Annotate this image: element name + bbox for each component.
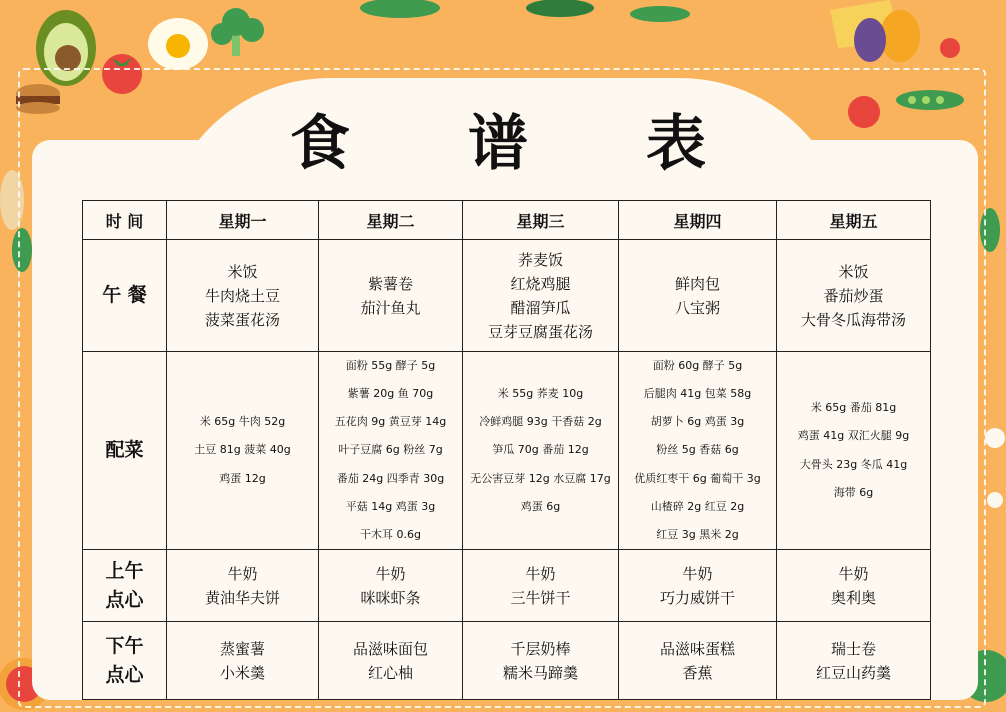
morning-snack-row [83, 550, 931, 622]
header-day: 星期四 [619, 201, 777, 240]
cell-line: 面粉 55g 酵子 5g [345, 359, 436, 373]
cell-line: 荞麦饭 [517, 250, 563, 269]
cell-line: 粉丝 5g 香菇 6g [656, 443, 739, 457]
menu-cell [463, 622, 619, 700]
title-char: 谱 [468, 109, 538, 179]
menu-cell [619, 550, 777, 622]
cookie-icon [985, 428, 1005, 508]
cell-line: 三牛饼干 [510, 588, 571, 607]
cell-line: 胡萝卜 6g 鸡蛋 3g [650, 415, 745, 429]
ingredient-cell [319, 352, 463, 550]
cell-line: 菠菜蛋花汤 [204, 310, 280, 329]
menu-cell [777, 550, 931, 622]
cell-line: 瑞士卷 [830, 639, 876, 658]
cell-line: 蒸蜜薯 [219, 639, 265, 658]
header-day: 星期一 [167, 201, 319, 240]
menu-cell [167, 240, 319, 352]
ingredient-cell [777, 352, 931, 550]
cell-line: 面粉 60g 酵子 5g [652, 359, 743, 373]
cell-line: 红心柚 [367, 663, 413, 682]
cell-line: 八宝粥 [674, 298, 720, 317]
cell-line: 小米羹 [219, 663, 265, 682]
title-char: 食 [290, 109, 360, 179]
menu-cell [777, 622, 931, 700]
menu-table [82, 200, 931, 700]
cell-line: 平菇 14g 鸡蛋 3g [345, 499, 436, 513]
cell-line: 千层奶棒 [510, 639, 571, 658]
cell-line: 笋瓜 70g 番茄 12g [492, 443, 589, 457]
cell-line: 山楂碎 2g 红豆 2g [650, 499, 745, 513]
cell-line: 红豆山药羹 [815, 663, 891, 682]
cell-line: 红烧鸡腿 [510, 274, 571, 293]
row-label: 午 餐 [83, 240, 167, 352]
cell-line: 牛奶 [838, 564, 869, 583]
row-label: 上午 点心 [83, 550, 167, 622]
cell-line: 无公害豆芽 12g 水豆腐 17g [470, 471, 611, 485]
cell-line: 巧力威饼干 [659, 588, 735, 607]
cell-line: 奥利奥 [830, 588, 876, 607]
leaf-icon [360, 0, 690, 22]
title-char: 表 [646, 109, 716, 179]
cell-line: 米饭 [838, 262, 869, 281]
menu-cell [319, 622, 463, 700]
cell-line: 牛奶 [525, 564, 556, 583]
cell-line: 紫薯卷 [367, 274, 413, 293]
cell-line: 紫薯 20g 鱼 70g [347, 387, 434, 401]
ingredient-cell [463, 352, 619, 550]
cell-line: 品滋味面包 [352, 639, 428, 658]
cell-line: 茄汁鱼丸 [360, 298, 421, 317]
cell-line: 优质红枣干 6g 葡萄干 3g [634, 471, 761, 485]
menu-cell [777, 240, 931, 352]
menu-cell [167, 622, 319, 700]
cell-line: 米 65g 牛肉 52g [199, 415, 286, 429]
broccoli-icon [211, 8, 264, 56]
cell-line: 鸡蛋 12g [219, 471, 266, 485]
egg-icon [148, 18, 208, 70]
cell-line: 五花肉 9g 黄豆芽 14g [334, 415, 447, 429]
header-day: 星期三 [463, 201, 619, 240]
row-label: 配菜 [83, 352, 167, 550]
cell-line: 土豆 81g 菠菜 40g [194, 443, 291, 457]
menu-cell [167, 550, 319, 622]
cell-line: 后腿肉 41g 包菜 58g [643, 387, 752, 401]
cell-line: 豆芽豆腐蛋花汤 [487, 322, 593, 341]
cell-line: 醋溜笋瓜 [510, 298, 571, 317]
header-corner: 时 间 [83, 201, 167, 240]
cell-line: 咪咪虾条 [360, 588, 421, 607]
ingredients-row [83, 352, 931, 550]
cell-line: 鸡蛋 41g 双汇火腿 9g [797, 429, 910, 443]
menu-cell [463, 550, 619, 622]
menu-cell [463, 240, 619, 352]
cell-line: 牛肉烧土豆 [204, 286, 280, 305]
header-day: 星期五 [777, 201, 931, 240]
cell-line: 牛奶 [682, 564, 713, 583]
menu-cell [619, 240, 777, 352]
cell-line: 鸡蛋 6g [520, 499, 561, 513]
cell-line: 叶子豆腐 6g 粉丝 7g [338, 443, 443, 457]
cell-line: 大骨冬瓜海带汤 [800, 310, 906, 329]
cell-line: 米 65g 番茄 81g [810, 401, 897, 415]
pepper-icon [854, 10, 960, 62]
cheese-icon [830, 0, 900, 48]
cell-line: 米饭 [227, 262, 258, 281]
cell-line: 番茄炒蛋 [823, 286, 884, 305]
cell-line: 冷鲜鸡腿 93g 干香菇 2g [479, 415, 602, 429]
lunch-row [83, 240, 931, 352]
header-row [83, 201, 931, 240]
cell-line: 红豆 3g 黑米 2g [656, 527, 739, 541]
cell-line: 黄油华夫饼 [204, 588, 280, 607]
row-label: 下午 点心 [83, 622, 167, 700]
menu-cell [319, 550, 463, 622]
cell-line: 糯米马蹄羹 [502, 663, 578, 682]
cell-line: 干木耳 0.6g [360, 527, 421, 541]
ingredient-cell [167, 352, 319, 550]
cell-line: 牛奶 [227, 564, 258, 583]
cell-line: 鲜肉包 [674, 274, 720, 293]
menu-cell [319, 240, 463, 352]
page-title [0, 96, 1006, 182]
cell-line: 番茄 24g 四季青 30g [336, 471, 445, 485]
ingredient-cell [619, 352, 777, 550]
header-day: 星期二 [319, 201, 463, 240]
cell-line: 品滋味蛋糕 [659, 639, 735, 658]
afternoon-snack-row [83, 622, 931, 700]
cell-line: 牛奶 [375, 564, 406, 583]
cell-line: 米 55g 荞麦 10g [497, 387, 584, 401]
menu-cell [619, 622, 777, 700]
cell-line: 大骨头 23g 冬瓜 41g [799, 457, 908, 471]
cell-line: 海带 6g [833, 485, 874, 499]
cell-line: 香蕉 [682, 663, 713, 682]
